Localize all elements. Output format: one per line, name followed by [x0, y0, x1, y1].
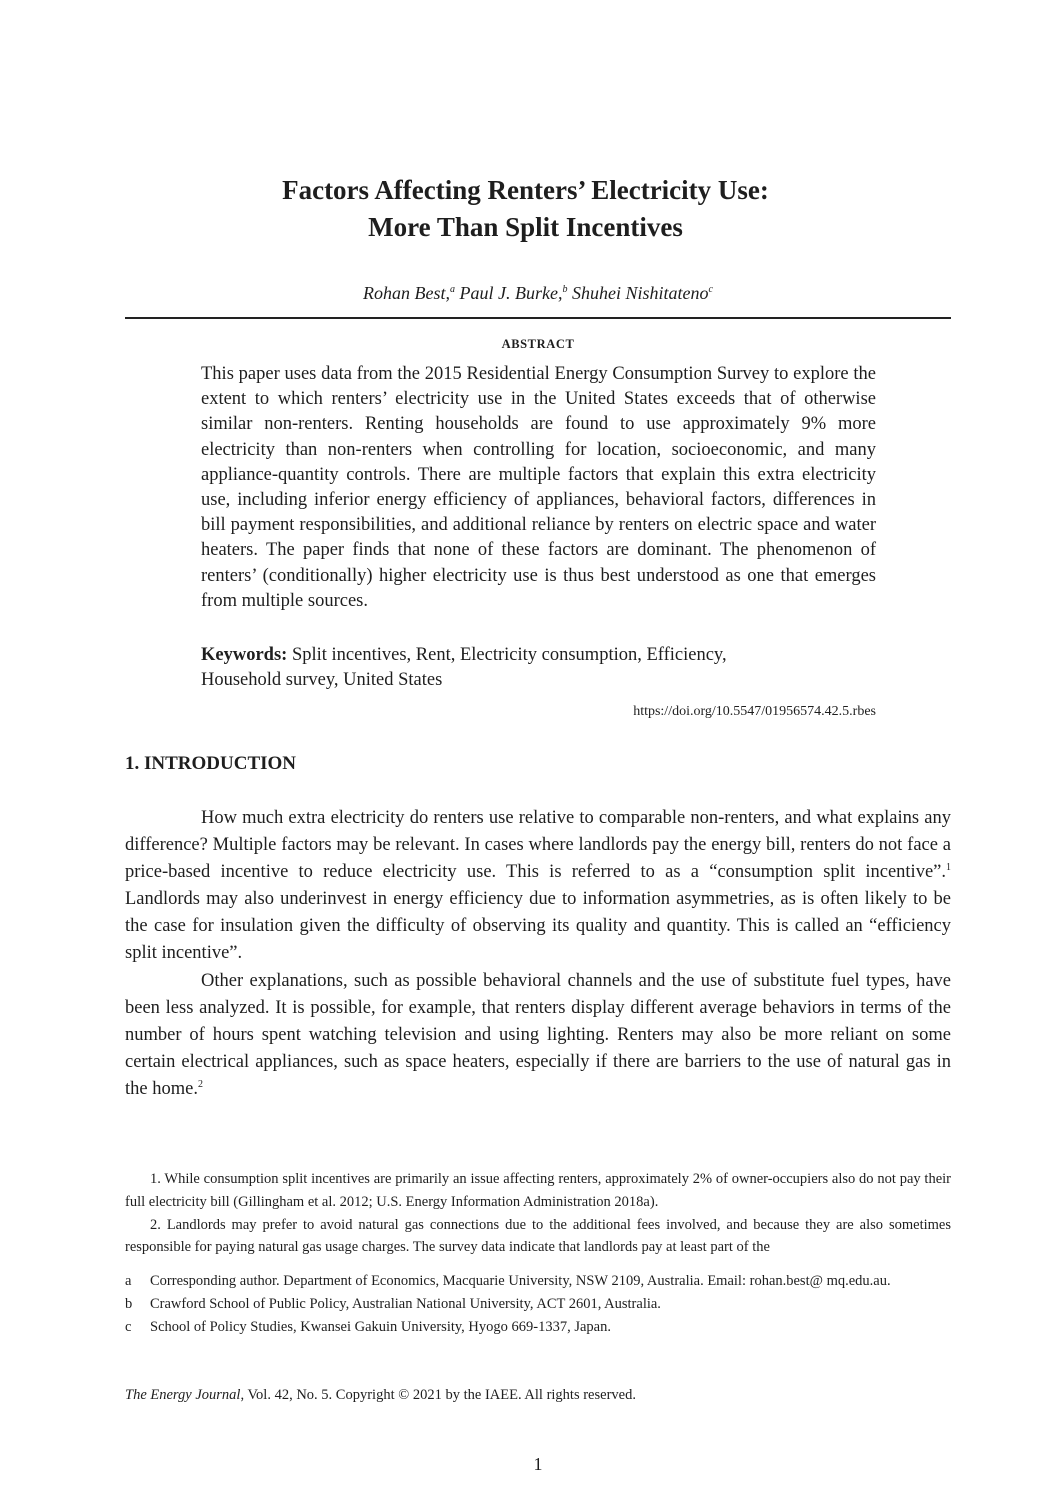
keywords-label: Keywords: — [201, 645, 288, 665]
doi-link[interactable]: https://doi.org/10.5547/01956574.42.5.rbes — [633, 704, 876, 719]
footnote-ref[interactable]: 1 — [946, 862, 951, 874]
footnote: 2. Landlords may prefer to avoid natural gas connections due to the additional fees involved, and because they are also sometimes responsible for paying natural gas usage charges. The survey data indicate that landlords pay at least part of the — [125, 1216, 951, 1256]
keywords — [201, 643, 876, 693]
affiliation-mark: a — [125, 1273, 132, 1289]
introduction-body — [125, 805, 951, 1103]
title-line-2: More Than Split Incentives — [368, 212, 683, 242]
paragraph-text: Landlords may also underinvest in energy efficiency due to information asymmetries, as is often likely to be the case for insulation given the difficulty of observing its quality and quantity. This is called an “efficiency split incentive”. — [125, 889, 951, 964]
journal-name: The Energy Journal — [125, 1387, 241, 1403]
keywords-line-2: Household survey, United States — [201, 670, 443, 691]
footnote: 1. While consumption split incentives are primarily an issue affecting renters, approximately 2% of owner-occupiers also do not pay their full electricity bill (Gillingham et al. 2012; U.S. Energy Information Administration 2018a). — [125, 1171, 951, 1210]
footnote-ref[interactable]: 2 — [197, 1078, 203, 1090]
affiliation — [125, 1270, 951, 1293]
paper-title — [0, 172, 1051, 246]
keywords-line-1: Split incentives, Rent, Electricity consumption, Efficiency, — [291, 645, 727, 665]
affiliation — [125, 1316, 951, 1339]
affiliation-text: Corresponding author. Department of Economics, Macquarie University, NSW 2109, Australia. Email: rohan.best@ mq.edu.au. — [150, 1273, 891, 1289]
abstract-heading: ABSTRACT — [501, 337, 575, 351]
affiliation — [125, 1293, 951, 1316]
affiliation-text: School of Policy Studies, Kwansei Gakuin University, Hyogo 669-1337, Japan. — [150, 1318, 611, 1335]
title-line-1: Factors Affecting Renters’ Electricity Use: — [282, 175, 769, 205]
section-heading: 1. INTRODUCTION — [125, 753, 297, 774]
journal-details: , Vol. 42, No. 5. Copyright © 2021 by the IAEE. All rights reserved. — [240, 1387, 636, 1403]
affiliation-mark: c — [125, 1318, 132, 1335]
footnotes — [125, 1168, 951, 1259]
affiliation-mark: b — [125, 1295, 133, 1312]
author-affiliation-mark: b — [562, 284, 568, 295]
page-number: 1 — [533, 1454, 543, 1474]
abstract-text: This paper uses data from the 2015 Residential Energy Consumption Survey to explore the extent to which renters’ electricity use in the United States exceeds that of otherwise similar non-renters. Renting households are found to use approximately 9% more electricity than non-renters when controlling for location, socioeconomic, and many appliance-quantity controls. There are multiple factors that explain this extra electricity use, including inferior energy efficiency of appliances, behavioral factors, differences in bill payment responsibilities, and additional reliance by renters on electric space and water heaters. The paper finds that none of these factors are dominant. The phenomenon of renters’ (conditionally) higher electricity use is thus best understood as one that emerges from multiple sources. — [201, 364, 876, 611]
header-divider — [125, 317, 951, 319]
author-list — [0, 281, 1051, 305]
author-affiliation-mark: c — [708, 284, 713, 295]
affiliations — [125, 1270, 951, 1338]
author-name: Rohan Best, — [363, 283, 451, 303]
author-name: Shuhei Nishitateno — [572, 283, 709, 303]
body-paragraph — [125, 805, 951, 968]
affiliation-text: Crawford School of Public Policy, Australian National University, ACT 2601, Australia. — [150, 1295, 661, 1312]
journal-citation — [125, 1385, 636, 1405]
body-paragraph — [125, 968, 951, 1103]
paragraph-text: How much extra electricity do renters use relative to comparable non-renters, and what explains any difference? Multiple factors may be relevant. In cases where landlords pay the energy bill, renters do not face a price-based incentive to reduce electricity use. This is referred to as a “consumption split incentive”. — [125, 808, 951, 883]
author-name: Paul J. Burke, — [459, 283, 563, 303]
paragraph-text: Other explanations, such as possible behavioral channels and the use of substitute fuel types, have been less analyzed. It is possible, for example, that renters display different average behaviors in terms of the number of hours spent watching television and using lighting. Renters may also be more reliant on some certain electrical appliances, such as space heaters, especially if there are barriers to the use of natural gas in the home. — [125, 970, 951, 1099]
author-affiliation-mark: a — [450, 284, 456, 295]
